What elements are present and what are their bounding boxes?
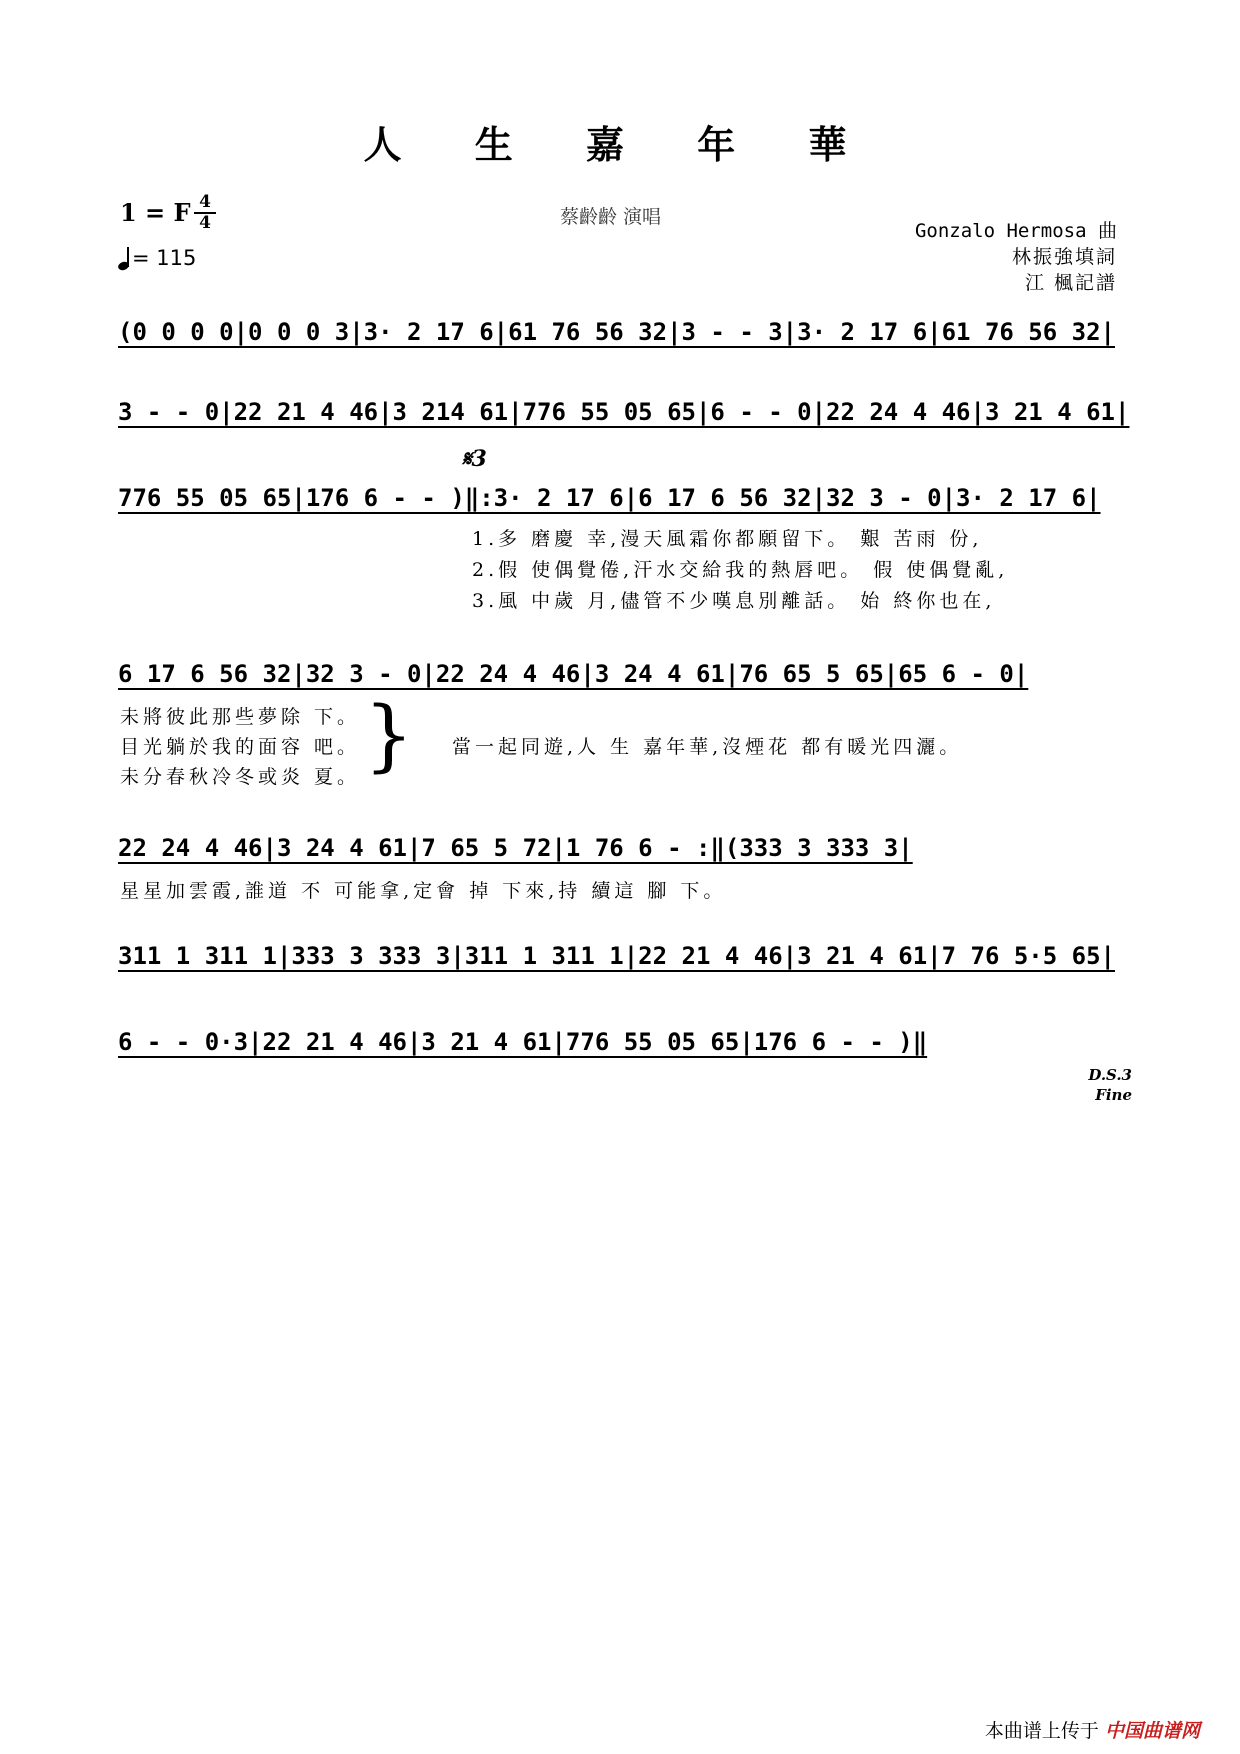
score-row-1: (0 0 0 0|0 0 0 3|3· 2 17 6|61 76 56 32|3 - - 3|3· 2 17 6|61 76 56 32| [118, 318, 1115, 346]
verse-3-lyrics: 3.風 中歲 月,儘管不少嘆息別離話。 始 終你也在, [472, 590, 996, 612]
fine-marking: Fine [1095, 1086, 1132, 1104]
score-row-3: 776 55 05 65|176 6 - - )‖:3· 2 17 6|6 17 6 56 32|32 3 - 0|3· 2 17 6| [118, 484, 1101, 512]
song-title: 人 生 嘉 年 華 [363, 122, 877, 167]
lyricist-credit: 林振強填詞 [1011, 246, 1117, 268]
site-footer [985, 1716, 1200, 1743]
score-row-6: 311 1 311 1|333 3 333 3|311 1 311 1|22 21 4 46|3 21 4 61|7 76 5·5 65| [118, 942, 1115, 970]
verse-1-lyrics: 1.多 磨慶 幸,漫天風霜你都願留下。 艱 苦雨 份, [472, 528, 983, 550]
score-row-7: 6 - - 0·3|22 21 4 46|3 21 4 61|776 55 05 65|176 6 - - )‖ [118, 1028, 928, 1056]
tempo-value: = 115 [132, 246, 197, 270]
chorus-lyrics-1: 當一起同遊,人 生 嘉年華,沒煙花 都有暖光四灑。 [452, 736, 963, 758]
score-row-5: 22 24 4 46|3 24 4 61|7 65 5 72|1 76 6 - :‖(333 3 333 3| [118, 834, 913, 862]
transcriber-credit: 江 楓記譜 [1024, 272, 1117, 294]
time-signature-top: 4 [199, 192, 211, 212]
verse-end-lyrics-1: 未將彼此那些夢除 下。 [120, 706, 361, 728]
score-row-4: 6 17 6 56 32|32 3 - 0|22 24 4 46|3 24 4 61|76 65 5 65|65 6 - 0| [118, 660, 1029, 688]
key-signature: 1 = F [120, 198, 191, 227]
time-signature [194, 194, 216, 232]
chorus-lyrics-2: 星星加雲霞,誰道 不 可能拿,定會 掉 下來,持 續這 腳 下。 [120, 880, 727, 902]
tempo-marking [118, 246, 196, 270]
upload-text: 本曲谱上传于 [984, 1720, 1099, 1742]
verse-2-lyrics: 2.假 使偶覺倦,汗水交給我的熱唇吧。 假 使偶覺亂, [472, 559, 1009, 581]
verse-end-lyrics-3: 未分春秋冷冬或炎 夏。 [120, 766, 361, 788]
segno-icon: 𝄋3 [462, 446, 487, 472]
time-signature-bottom: 4 [199, 213, 211, 233]
dal-segno-marking: D.S.3 [1088, 1066, 1132, 1084]
score-row-2: 3 - - 0|22 21 4 46|3 214 61|776 55 05 65|6 - - 0|22 24 4 46|3 21 4 61| [118, 398, 1130, 426]
verse-end-lyrics-2: 目光躺於我的面容 吧。 [120, 736, 361, 758]
quarter-note-icon [118, 246, 132, 270]
singer-credit: 蔡齡齡 演唱 [560, 206, 662, 228]
brace-icon: } [364, 691, 414, 781]
composer-credit: Gonzalo Hermosa 曲 [914, 220, 1117, 242]
site-logo[interactable]: 中国曲谱网 [1104, 1720, 1200, 1742]
